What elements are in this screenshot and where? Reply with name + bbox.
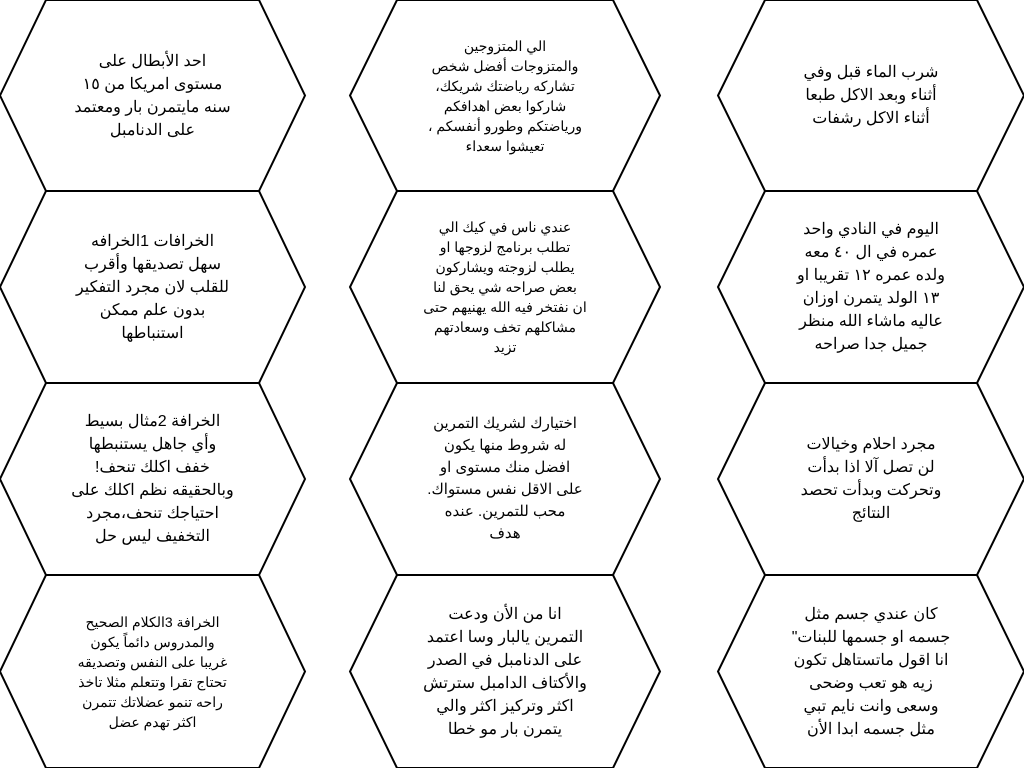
hexagon-text-c31 xyxy=(52,389,253,569)
card-line: اكثر تهدم عضل xyxy=(108,713,197,730)
card-line: أثناء وبعد الاكل طبعا xyxy=(805,87,937,104)
card-line: عندي ناس في كيك الي xyxy=(438,219,572,235)
card-line: سهل تصديقها وأقرب xyxy=(83,255,222,273)
hexagon-text-c22 xyxy=(402,197,608,377)
card-line: الخرافات 1الخرافه xyxy=(91,232,215,250)
card-line: احد الأبطال على xyxy=(98,52,207,70)
card-line: على الاقل نفس مستواك. xyxy=(427,481,583,498)
card-line: الخرافة 3الكلام الصحيح xyxy=(85,613,220,630)
card-line: له شروط منها يكون xyxy=(443,437,567,454)
card-line: انا اقول ماتستاهل تكون xyxy=(793,651,949,669)
card-line: لن تصل آلا اذا بدأت xyxy=(807,459,935,476)
hexagon-text-c11 xyxy=(52,6,253,185)
card-line: وسعى وانت نايم تبي xyxy=(803,697,939,715)
card-line: تعيشوا سعداء xyxy=(465,137,545,154)
card-line: اكثر وتركيز اكثر والي xyxy=(436,697,574,715)
hexagon-text-c12 xyxy=(402,6,608,185)
card-line: وأي جاهل يستنبطها xyxy=(88,436,217,453)
card-line: والمتزوجات أفضل شخص xyxy=(431,57,579,74)
hexagon-text-c33 xyxy=(770,389,972,569)
card-line: كان عندي جسم مثل xyxy=(804,605,938,623)
card-line: يتمرن بار مو خطا xyxy=(447,720,563,738)
card-line: بعض صراحه شي يحق لنا xyxy=(433,279,577,295)
hexagon-text-c41 xyxy=(52,581,253,762)
card-line: سنه مايتمرن بار ومعتمد xyxy=(74,98,231,116)
card-line: جميل جدا صراحه xyxy=(814,336,928,353)
card-line: تطلب برنامج لزوجها او xyxy=(439,239,571,255)
card-line: غريبا على النفس وتصديقه xyxy=(77,653,228,670)
card-line: على الدنامبل في الصدر xyxy=(427,651,583,669)
card-line: والأكتاف الدامبل سترتش xyxy=(423,674,587,692)
card-line: الخرافة 2مثال بسيط xyxy=(84,413,221,430)
card-line: ورياضتكم وطورو أنفسكم ، xyxy=(427,117,583,134)
card-line: عاليه ماشاء الله منظر xyxy=(799,313,943,330)
hexagon-text-c42 xyxy=(402,581,608,762)
card-line: مستوى امريكا من ١٥ xyxy=(82,75,223,93)
card-line: اختيارك لشريك التمرين xyxy=(433,415,577,432)
card-line: يطلب لزوجته ويشاركون xyxy=(435,259,575,275)
card-line: التخفيف ليس حل xyxy=(95,528,210,545)
card-line: جسمه او جسمها للبنات" xyxy=(791,628,951,646)
card-line: اليوم في النادي واحد xyxy=(803,221,939,238)
card-line: الي المتزوجين xyxy=(463,37,547,54)
card-line: هدف xyxy=(489,525,521,542)
card-line: تزيد xyxy=(493,339,517,355)
card-line: على الدنامبل xyxy=(109,121,196,139)
card-line: بدون علم ممكن xyxy=(99,301,206,319)
hexagon-text-c21 xyxy=(52,197,253,377)
card-line: محب للتمرين. عنده xyxy=(444,503,566,520)
hexagon-text-c32 xyxy=(402,389,608,569)
card-line: انا من الأن ودعت xyxy=(448,605,562,623)
card-line: راحه تنمو عضلاتك تتمرن xyxy=(82,693,223,710)
card-line: وبالحقيقه نظم اكلك على xyxy=(71,482,234,499)
card-line: عمره في ال ٤٠ معه xyxy=(804,244,938,261)
card-line: خفف اكلك تنحف! xyxy=(95,459,210,476)
card-line: مثل جسمه ابدا الأن xyxy=(807,720,935,738)
card-line: احتياجك تنحف،مجرد xyxy=(86,505,219,522)
hexagon-text-c43 xyxy=(770,581,972,762)
card-line: للقلب لان مجرد التفكير xyxy=(75,278,230,296)
card-line: استنباطها xyxy=(121,324,184,342)
card-line: شرب الماء قبل وفي xyxy=(803,64,939,81)
hexagon-text-c23 xyxy=(770,197,972,377)
card-line: النتائج xyxy=(851,505,891,522)
card-line: ان نفتخر فيه الله يهنيهم حتى xyxy=(423,299,587,315)
card-line: أثناء الاكل رشفات xyxy=(812,110,930,127)
card-line: مشاكلهم تخف وسعادتهم xyxy=(434,319,576,335)
hexagon-text-c13 xyxy=(770,6,972,185)
card-line: زيه هو تعب وضحى xyxy=(809,674,933,692)
card-line: تحتاج تقرا وتتعلم مثلا تاخذ xyxy=(78,673,227,690)
card-line: شاركوا بعض اهدافكم xyxy=(443,97,567,114)
card-line: ١٣ الولد يتمرن اوزان xyxy=(802,290,940,307)
card-line: وتحركت وبدأت تحصد xyxy=(800,482,942,499)
card-line: مجرد احلام وخيالات xyxy=(806,436,936,453)
card-line: ولده عمره ١٢ تقريبا او xyxy=(796,267,946,284)
card-line: تشاركه رياضتك شريكك، xyxy=(435,77,575,94)
card-line: افضل منك مستوى او xyxy=(439,459,571,476)
card-line: التمرين يالبار وسا اعتمد xyxy=(426,628,584,646)
card-line: والمدروس دائماً يكون xyxy=(90,633,215,650)
